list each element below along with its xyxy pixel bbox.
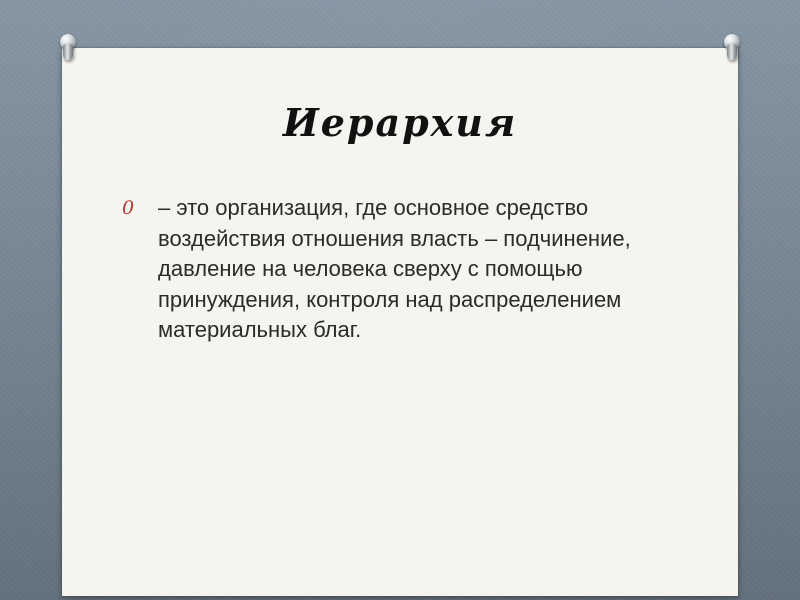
pushpin-stem xyxy=(727,44,737,60)
slide-title: Иерархия xyxy=(282,100,518,145)
pushpin-right-icon xyxy=(721,34,743,64)
bullet-item xyxy=(122,193,682,346)
bullet-text: – это организация, где основное средство воздействия отношения власть – подчинение, давление на человека сверху с помощью принуждения, контроля над распределением материальных благ. xyxy=(158,195,631,342)
pushpin-left-icon xyxy=(57,34,79,64)
bullet-marker-icon: 0 xyxy=(122,197,135,219)
pushpin-stem xyxy=(63,44,73,60)
